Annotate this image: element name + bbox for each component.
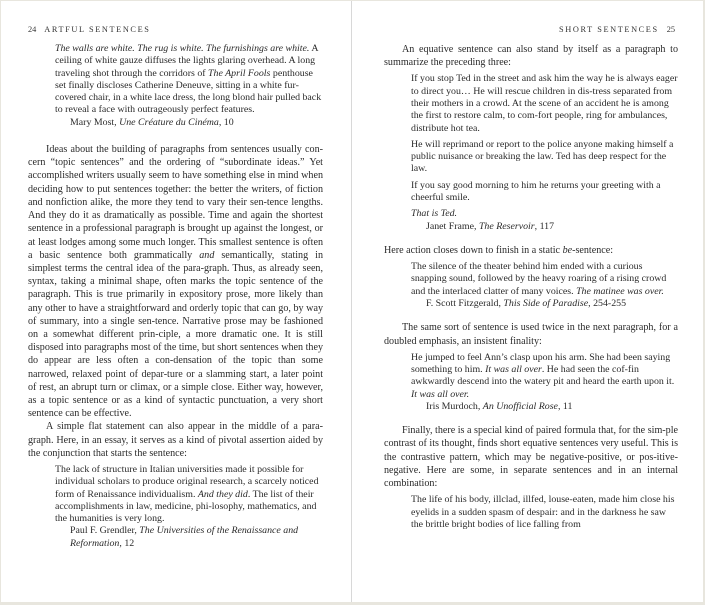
quote-italic: That is Ted. — [411, 208, 458, 220]
quote-paragraph: He will reprimand or report to the police anyone making himself a public nuisance or breaking the law. Ted has deep respect for the law. — [411, 138, 674, 175]
quote-italic: It was all over. — [411, 388, 470, 400]
cite-author: Janet Frame, — [426, 220, 479, 232]
quote-italic: It was all over — [485, 364, 542, 376]
page-gutter — [351, 1, 352, 602]
quote-text: . He had seen the cof-fin awkwardly descend into the watery pit and heard the earth upon it. — [411, 364, 675, 388]
right-running-head — [559, 25, 675, 34]
paragraph — [28, 143, 323, 420]
paragraph: An equative sentence can also stand by itself as a paragraph to summarize the preceding three: — [384, 44, 678, 69]
quote-italic: The matinee was over. — [576, 285, 664, 297]
block-quote — [55, 464, 323, 525]
quote-italic: The April Fools — [208, 67, 271, 79]
quote-text: A ceiling of white gauze diffuses the lights glaring overhead. A long traveling shot through the corridors of — [55, 43, 318, 79]
left-page-number: 24 — [28, 25, 37, 34]
left-page — [1, 1, 352, 602]
cite-page: , 11 — [557, 400, 573, 412]
cite-author: Paul F. Grendler, — [70, 525, 140, 537]
paragraph: The same sort of sentence is used twice in the next paragraph, for a doubled emphasis, an insistent finality: — [384, 322, 678, 347]
paragraph: A simple flat statement can also appear in the middle of a para-graph. Here, in an essay, it serves as a kind of pivotal assertion aided by the conjunction that starts the sentence: — [28, 421, 323, 459]
cite-page: , 12 — [119, 537, 135, 549]
quote-text: penthouse set finally discloses Catherine Deneuve, sitting in a white fur-covered chair, in a white lace dress, the long blond hair pulled back to reveal a face with outrageously perfect features. — [55, 67, 322, 116]
right-page-body — [384, 43, 678, 535]
cite-page: , 10 — [218, 116, 234, 128]
paragraph-italic: be — [562, 244, 573, 256]
citation — [426, 221, 678, 233]
quote-paragraph: If you stop Ted in the street and ask him the way he is always eager to direct you… He will rescue children in dis-tress separated from their mothers in a crowd. At the scene of an accident he is among the first to restore calm, to com-fort people, ring for ambulances, distribute hot tea. — [411, 73, 678, 134]
left-running-head — [28, 25, 150, 34]
block-quote — [411, 261, 678, 298]
quote-italic-line: The walls are white. The rug is white. The furnishings are white. — [55, 43, 310, 54]
left-running-title: ARTFUL SENTENCES — [44, 25, 151, 34]
paragraph — [384, 244, 678, 257]
paragraph-text: Here action closes down to finish in a static — [384, 244, 563, 256]
block-quote — [55, 43, 323, 117]
paragraph-text: -sentence: — [572, 244, 614, 256]
cite-page: , 254-255 — [588, 298, 627, 310]
book-spread — [1, 1, 703, 602]
citation — [70, 525, 323, 550]
paragraph-italic: and — [199, 249, 215, 261]
cite-title: Une Créature du Cinéma — [119, 116, 219, 128]
quote-italic: And they did — [197, 488, 248, 500]
right-running-title: SHORT SENTENCES — [559, 25, 659, 34]
cite-title: The Universities of the Renaissance and Reformation — [70, 525, 299, 549]
right-page — [353, 1, 703, 602]
quote-text: . The list of their accomplishments in law, medicine, phi-losophy, mathematics, and the humanities is very long. — [55, 488, 317, 525]
quote-text: The lack of structure in Italian universities made it possible for individual scholars to produce original research, a scarcely noticed form of Renaissance individualism. — [55, 463, 319, 500]
paragraph-text: Ideas about the building of paragraphs from sentences usually con-cern “topic sentences” and the ordering of “subordinate ideas.” Yet accomplished writers usually seem to have something else in mind when deciding how to put sentences together: the better the writers, of fiction and nonfiction alike, the more they tend to vary their sen-tence lengths. And they do it as dramatically as possible. Time and again the shortest sentence in a professional paragraph is brought up against the longest, or at least lodges among some much longer. This smallest sentence is often a basic sentence both grammatically — [28, 144, 323, 261]
quote-text: He jumped to feel Ann’s clasp upon his arm. She had been saying something to him. — [411, 351, 671, 376]
quote-text: The silence of the theater behind him ended with a curious snapping sound, followed by the heavy roaring of a rising crowd and the interlaced clatter of many voices. — [411, 261, 667, 297]
paragraph: Finally, there is a special kind of paired formula that, for the sim-ple contrast of its thought, finds short equative sentences very useful. This is the contrastive pattern, which may be negative-positive, or pos-itive-negative. Here are some, in separate sentences and in an internal combination: — [384, 425, 678, 490]
block-quote — [411, 494, 678, 531]
cite-page: , 117 — [534, 220, 555, 232]
quote-paragraph: If you say good morning to him he returns your greeting with a cheerful smile. — [411, 179, 661, 204]
cite-author: Mary Most, — [70, 116, 120, 128]
paragraph-text: semantically, stating in simplest terms the central idea of the para-graph. Thus, as already seen, syntax, taking a minimal shape, often marks the topic sentence of the paragraph. This is true primarily in expository prose, more likely than any other to have a straightforward and orderly topic that can go, by way of summary, into a single sen-tence. Narrative prose may be fashioned on a somewhat different prin-ciple, a more dramatic one. It is still disposed into paragraphs most of the time, but short sentences when they do appear are less often a con-densation of the topic than some narrowed, relaxed point of depar-ture or a slamming start, a later point of rest, an abrupt turn or climax, or a simple close. Either way, however, as a topic sentence or as a kind of syntactic punctuation, a very short sentence can be effective. — [28, 249, 324, 420]
citation — [70, 117, 323, 129]
citation — [426, 401, 678, 413]
block-quote — [411, 352, 678, 401]
cite-title: An Unofficial Rose — [482, 400, 558, 412]
block-quote — [411, 73, 678, 220]
cite-author: Iris Murdoch, — [426, 400, 483, 412]
quote-paragraph: The life of his body, illclad, illfed, louse-eaten, made him close his eyelids in a sudden spasm of despair: and in the darkness he saw the brittle bright bodies of lice falling from — [411, 494, 675, 530]
cite-title: This Side of Paradise — [503, 298, 589, 310]
left-page-body — [28, 43, 323, 550]
right-page-number: 25 — [666, 25, 675, 34]
cite-author: F. Scott Fitzgerald, — [426, 298, 504, 310]
citation — [426, 298, 678, 310]
cite-title: The Reservoir — [478, 220, 535, 232]
